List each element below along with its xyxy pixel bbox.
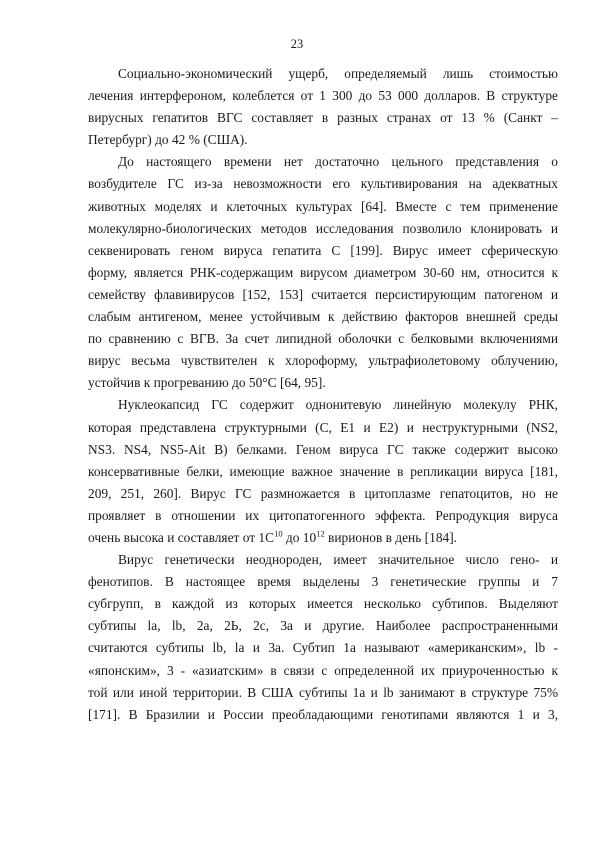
text-line: Вирус генетически неоднороден, имеет значительное число гено- и (118, 552, 558, 568)
text-fragment: вирионов в день [184]. (324, 529, 458, 545)
text-line: возбудителе ГС из-за невозможности его культивирования на адекватных (88, 176, 558, 192)
paragraph-1 (88, 63, 558, 151)
text-line: До настоящего времени нет достаточно цельного представления о (118, 154, 558, 170)
text-line: секвенировать геном вируса гепатита С [199]. Вирус имеет сферическую (88, 242, 558, 258)
text-line: проявляет в отношении их цитопатогенного эффекта. Репродукция вируса (88, 507, 558, 523)
text-line: которая представлена структурными (С, Е1 и Е2) и неструктурными (NS2, (88, 419, 558, 435)
text-fragment: до 10 (282, 529, 317, 545)
paragraph-3 (88, 394, 558, 549)
text-line: вирусных гепатитов ВГС составляет в разных странах от 13 % (Санкт – (88, 110, 558, 126)
text-line: молекулярно-биологических методов исследования позволило клонировать и (88, 220, 558, 236)
page-body (88, 63, 558, 726)
text-line: субтипы la, lb, 2а, 2Ь, 2с, 3а и другие. Наиболее распространенными (88, 618, 558, 634)
text-line: субгрупп, в каждой из которых имеется несколько субтипов. Выделяют (88, 596, 558, 612)
text-line: считаются субтипы lb, la и 3а. Субтип 1а называют «американским», lb - (88, 640, 558, 656)
text-line: устойчив к прогреванию до 50°С [64, 95]. (88, 375, 326, 391)
text-line: семейству флавивирусов [152, 153] считается персистирующим патогеном и (88, 286, 558, 302)
text-line: вирус весьма чувствителен к хлороформу, ультрафиолетовому облучению, (88, 353, 558, 369)
text-line: консервативные белки, имеющие важное значение в репликации вируса [181, (88, 463, 558, 479)
text-line: слабым антигеном, менее устойчивым к действию факторов внешней среды (88, 309, 558, 325)
text-line: той или иной территории. В США субтипы 1а и lb занимают в структуре 75% (88, 684, 558, 700)
text-line: животных моделях и клеточных культурах [64]. Вместе с тем применение (88, 198, 558, 214)
superscript-exponent: 12 (316, 528, 325, 539)
text-line: Социально-экономический ущерб, определяемый лишь стоимостью (118, 66, 558, 81)
paragraph-2 (88, 151, 558, 394)
text-line: «японским», 3 - «азиатским» в связи с определенной их приуроченностью к (88, 662, 558, 678)
text-line-with-superscripts (88, 527, 558, 549)
text-fragment: очень высока и составляет от 1С (88, 529, 275, 545)
text-line: 209, 251, 260]. Вирус ГС размножается в цитоплазме гепатоцитов, но не (88, 485, 558, 501)
text-line: форму, является РНК-содержащим вирусом диаметром 30-60 нм, относится к (88, 264, 558, 280)
text-line: лечения интерфероном, колеблется от 1 300 до 53 000 долларов. В структуре (88, 88, 558, 104)
text-line: [171]. В Бразилии и России преобладающими генотипами являются 1 и 3, (88, 706, 558, 722)
text-line: NS3. NS4, NS5-Ait В) белками. Геном вируса ГС также содержит высоко (88, 441, 558, 457)
page-number: 23 (290, 37, 304, 51)
text-line: фенотипов. В настоящее время выделены 3 генетические группы и 7 (88, 574, 558, 590)
paragraph-4 (88, 549, 558, 726)
text-line: Нуклеокапсид ГС содержит однонитевую линейную молекулу РНК, (118, 397, 558, 413)
superscript-exponent: 10 (274, 528, 283, 539)
text-line: Петербург) до 42 % (США). (88, 132, 248, 148)
text-line: по сравнению с ВГВ. За счет липидной оболочки с белковыми включениями (88, 331, 558, 347)
